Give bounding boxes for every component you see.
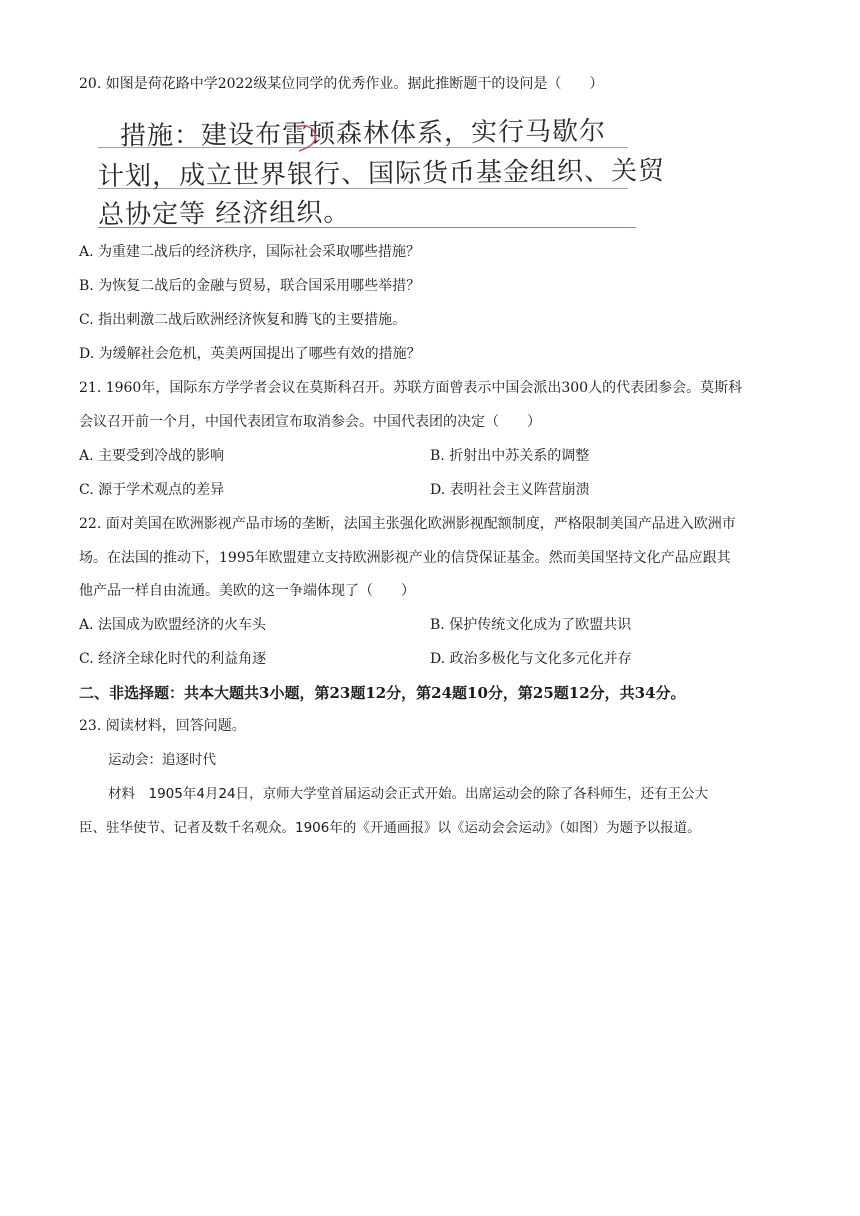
q23-material-line: 臣、驻华使节、记者及数千名观众。1906年的《开通画报》以《运动会会运动》（如图）为题予以报道。: [79, 820, 701, 836]
homework-image: [97, 105, 666, 235]
q20-option-c[interactable]: C. 指出刺激二战后欧洲经济恢复和腾飞的主要措施。: [79, 312, 407, 328]
q22-option-b[interactable]: B. 保护传统文化成为了欧盟共识: [430, 617, 632, 633]
handwriting-line: 计划，成立世界银行、国际货币基金组织、关贸: [97, 156, 666, 192]
q20-option-d[interactable]: D. 为缓解社会危机，英美两国提出了哪些有效的措施？: [79, 346, 421, 362]
q20-option-b[interactable]: B. 为恢复二战后的金融与贸易，联合国采用哪些举措？: [79, 278, 421, 294]
q21-stem-line: 21. 1960年，国际东方学学者会议在莫斯科召开。苏联方面曾表示中国会派出300人的代表团参会。莫斯科: [79, 380, 743, 396]
q21-option-b[interactable]: B. 折射出中苏关系的调整: [430, 448, 590, 464]
q22-option-c[interactable]: C. 经济全球化时代的利益角逐: [79, 651, 267, 667]
handwriting-line: 措施：建设布雷顿森林体系，实行马歇尔: [119, 116, 607, 152]
q21-option-c[interactable]: C. 源于学术观点的差异: [79, 482, 225, 498]
q23-stem: 23. 阅读材料，回答问题。: [79, 718, 246, 734]
q20-option-a[interactable]: A. 为重建二战后的经济秩序，国际社会采取哪些措施？: [79, 244, 421, 260]
q23-material-line: 材料 1905年4月24日，京师大学堂首届运动会正式开始。出席运动会的除了各科师生，还有王公大: [108, 786, 709, 802]
q22-stem-line: 他产品一样自由流通。美欧的这一争端体现了（ ）: [79, 583, 415, 599]
q21-option-a[interactable]: A. 主要受到冷战的影响: [79, 448, 225, 464]
section-heading: 二、非选择题：共本大题共3小题，第23题12分，第24题10分，第25题12分，共34分。: [79, 684, 686, 702]
q22-option-a[interactable]: A. 法国成为欧盟经济的火车头: [79, 617, 267, 633]
q21-stem-line: 会议召开前一个月，中国代表团宣布取消参会。中国代表团的决定（ ）: [79, 414, 541, 430]
red-check-mark: [293, 121, 323, 155]
handwriting-line: 总协定等 经济组织。: [97, 197, 351, 231]
q22-stem-line: 场。在法国的推动下，1995年欧盟建立支持欧洲影视产业的信贷保证基金。然而美国坚持文化产品应跟其: [79, 550, 731, 566]
q22-stem-line: 22. 面对美国在欧洲影视产品市场的垄断，法国主张强化欧洲影视配额制度，严格限制美国产品进入欧洲市: [79, 516, 736, 532]
q20-stem: 20. 如图是荷花路中学2022级某位同学的优秀作业。据此推断题干的设问是（ ）: [79, 76, 604, 92]
q23-subtitle: 运动会：追逐时代: [108, 752, 216, 768]
q21-option-d[interactable]: D. 表明社会主义阵营崩溃: [430, 482, 590, 498]
q22-option-d[interactable]: D. 政治多极化与文化多元化并存: [430, 651, 632, 667]
